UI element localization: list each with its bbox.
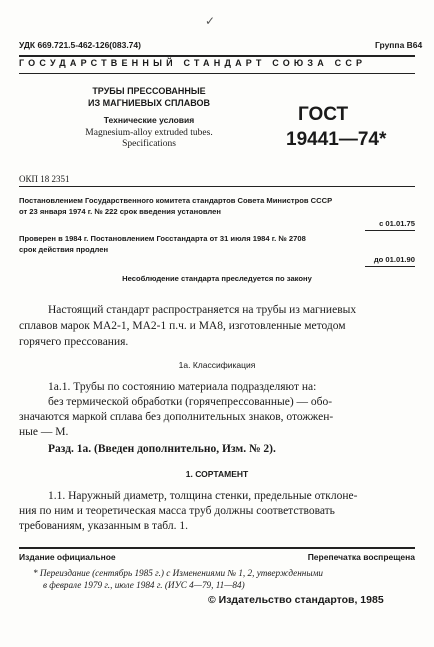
checked-line-1: Проверен в 1984 г. Постановлением Госстандарта от 31 июля 1984 г. № 2708 bbox=[19, 234, 306, 243]
section-1a-note: Разд. 1а. (Введен дополнительно, Изм. № 2). bbox=[48, 443, 276, 455]
section-1a-p4: ные — М. bbox=[19, 426, 69, 438]
reissue-line-1: * Переиздание (сентябрь 1985 г.) с Изменениями № 1, 2, утвержденными bbox=[33, 568, 324, 578]
title-subtitle: Технические условия bbox=[103, 115, 195, 125]
okp-rule bbox=[19, 186, 415, 187]
banner-bottom-rule bbox=[19, 73, 415, 74]
section-1-line-1: 1.1. Наружный диаметр, толщина стенки, предельные отклоне- bbox=[48, 490, 358, 502]
resolution-date-rule bbox=[365, 230, 415, 231]
official-edition: Издание официальное bbox=[19, 552, 116, 562]
gost-label: ГОСТ bbox=[298, 104, 349, 125]
section-1a-p2: без термической обработки (горячепрессованные) — обо- bbox=[48, 396, 333, 408]
checked-date-rule bbox=[365, 266, 415, 267]
title-line-2: ИЗ МАГНИЕВЫХ СПЛАВОВ bbox=[87, 98, 211, 108]
title-line-1: ТРУБЫ ПРЕССОВАННЫЕ bbox=[92, 86, 206, 96]
intro-line-2: сплавов марок МА2-1, МА2-1 п.ч. и МА8, изготовленные методом bbox=[19, 320, 346, 332]
title-en-line-1: Magnesium-alloy extruded tubes. bbox=[85, 128, 213, 138]
banner-top-rule bbox=[19, 55, 415, 57]
resolution-line-1: Постановлением Государственного комитета стандартов Совета Министров СССР bbox=[19, 196, 333, 205]
udk-code: УДК 669.721.5-462-126(083.74) bbox=[19, 40, 141, 50]
group-code: Группа В64 bbox=[375, 40, 423, 50]
section-1a-p1: 1а.1. Трубы по состоянию материала подразделяют на: bbox=[48, 381, 317, 393]
resolution-date: с 01.01.75 bbox=[379, 219, 415, 228]
reissue-line-2: в феврале 1979 г., июле 1984 г. (ИУС 4—79, 11—84) bbox=[43, 580, 245, 590]
checked-date: до 01.01.90 bbox=[373, 255, 415, 264]
footer-rule bbox=[19, 547, 415, 549]
copyright: © Издательство стандартов, 1985 bbox=[208, 594, 384, 606]
reprint-notice: Перепечатка воспрещена bbox=[307, 552, 415, 562]
section-1-line-2: ния по ним и теоретическая масса труб должны соответствовать bbox=[19, 505, 335, 517]
banner: ГОСУДАРСТВЕННЫЙ СТАНДАРТ СОЮЗА ССР bbox=[19, 58, 367, 68]
section-1-line-3: требованиям, указанным в табл. 1. bbox=[19, 520, 188, 532]
law-notice: Несоблюдение стандарта преследуется по закону bbox=[122, 274, 312, 283]
resolution-line-2: от 23 января 1974 г. № 222 срок введения установлен bbox=[19, 207, 221, 216]
intro-line-1: Настоящий стандарт распространяется на трубы из магниевых bbox=[48, 304, 357, 316]
title-en-line-2: Specifications bbox=[122, 139, 176, 149]
section-1a-p3: значаются маркой сплава без дополнительных знаков, отожжен- bbox=[19, 411, 334, 423]
gost-number: 19441—74* bbox=[286, 129, 387, 150]
checked-line-2: срок действия продлен bbox=[19, 245, 109, 254]
section-1-title: 1. СОРТАМЕНТ bbox=[185, 469, 249, 479]
section-1a-title: 1а. Классификация bbox=[178, 360, 256, 370]
okp-code: ОКП 18 2351 bbox=[19, 174, 70, 184]
check-mark: ✓ bbox=[205, 14, 216, 28]
intro-line-3: горячего прессования. bbox=[19, 336, 129, 348]
